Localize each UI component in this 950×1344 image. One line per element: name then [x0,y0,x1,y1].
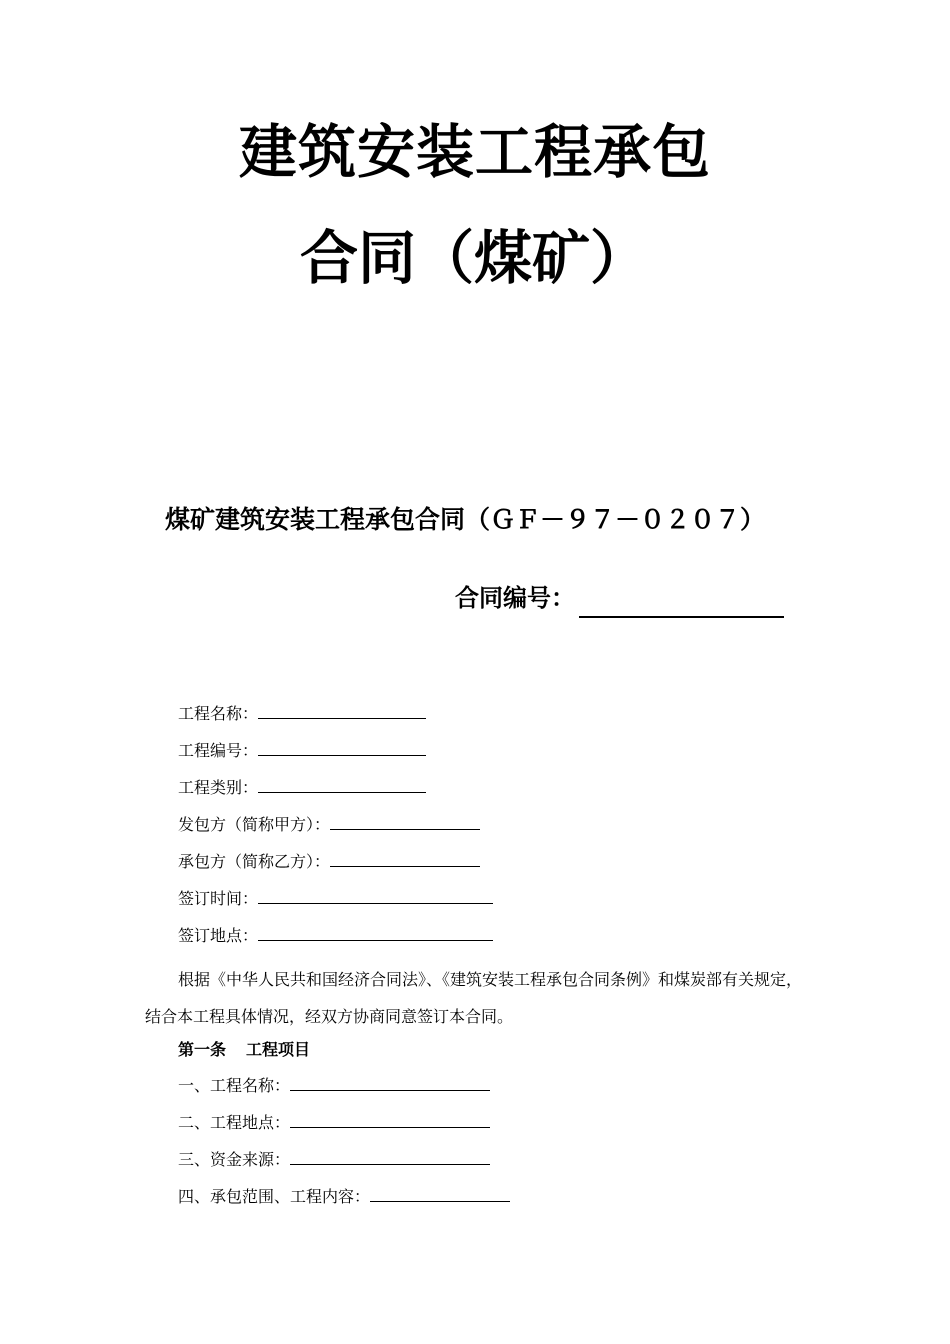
item-label: 三、资金来源： [178,1150,291,1169]
item-project-location [178,1109,510,1146]
preamble-text: 根据《中华人民共和国经济合同法》、《建筑安装工程承包合同条例》和煤炭部有关规定，结合本工程具体情况，经双方协商同意签订本合同。 [145,970,803,1026]
field-party-b [178,848,493,885]
field-sign-place [178,922,493,959]
item-project-name [178,1072,510,1109]
contract-number-row [455,578,784,618]
item-blank[interactable] [290,1146,490,1165]
field-project-number [178,737,493,774]
article-1-items [178,1072,510,1220]
item-blank[interactable] [290,1072,490,1091]
item-label: 一、工程名称： [178,1076,291,1095]
contract-number-label: 合同编号： [455,583,575,612]
field-blank[interactable] [258,885,493,904]
field-blank[interactable] [330,848,480,867]
item-label: 二、工程地点： [178,1113,291,1132]
preamble-paragraph [145,961,815,1035]
field-label: 承包方（简称乙方）： [178,852,331,871]
item-label: 四、承包范围、工程内容： [178,1187,371,1206]
field-label: 签订地点： [178,926,259,945]
item-blank[interactable] [290,1109,490,1128]
document-subtitle: 煤矿建筑安装工程承包合同（ＧＦ－９７－０２０７） [165,505,766,534]
item-blank[interactable] [370,1183,510,1202]
field-project-category [178,774,493,811]
field-blank[interactable] [330,811,480,830]
field-label: 工程类别： [178,778,259,797]
article-number: 第一条 [178,1040,227,1059]
item-scope [178,1183,510,1220]
field-blank[interactable] [258,737,426,756]
field-party-a [178,811,493,848]
field-sign-date [178,885,493,922]
item-fund-source [178,1146,510,1183]
field-label: 工程编号： [178,741,259,760]
field-label: 签订时间： [178,889,259,908]
info-fields [178,700,493,959]
field-label: 发包方（简称甲方）： [178,815,331,834]
field-label: 工程名称： [178,704,259,723]
document-title-line2: 合同（煤矿） [300,224,649,292]
field-blank[interactable] [258,774,426,793]
article-1-heading [178,1035,310,1065]
document-title-line1: 建筑安装工程承包 [238,118,711,186]
field-blank[interactable] [258,700,426,719]
article-title: 工程项目 [246,1040,311,1059]
field-project-name [178,700,493,737]
field-blank[interactable] [258,922,493,941]
contract-number-blank[interactable] [579,590,784,618]
